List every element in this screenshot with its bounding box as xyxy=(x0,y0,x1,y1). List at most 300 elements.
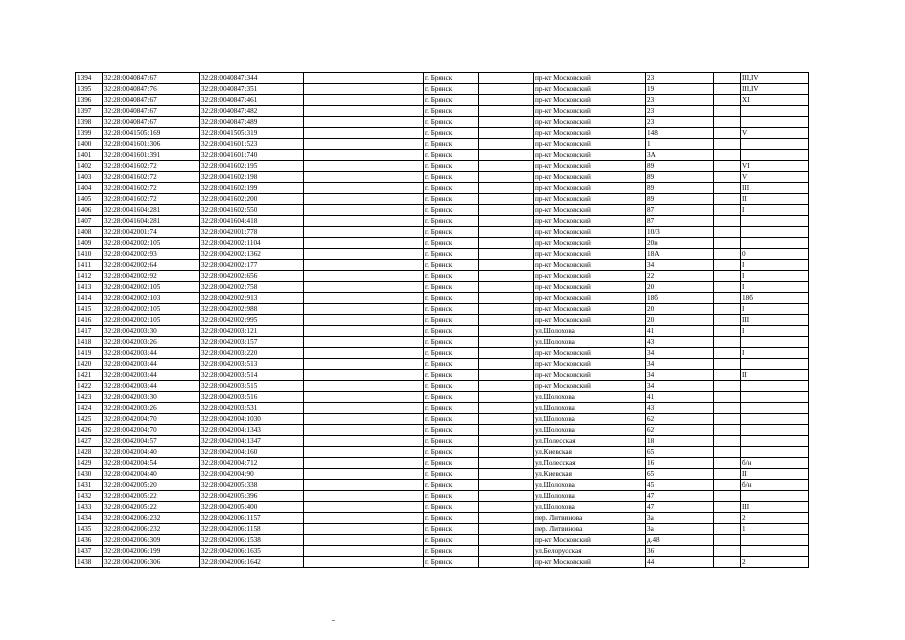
page-mark xyxy=(332,620,335,621)
blank-cell-cell xyxy=(714,227,741,238)
row-number-cell: 1406 xyxy=(76,205,103,216)
row-number-cell: 1426 xyxy=(76,425,103,436)
house-number-cell: 20 xyxy=(646,315,714,326)
blank-cell-cell xyxy=(479,271,534,282)
blank-cell-cell xyxy=(304,491,424,502)
parent-cadastral-number-cell: 32:28:0042002:93 xyxy=(103,249,200,260)
blank-cell-cell xyxy=(714,150,741,161)
cadastral-number-cell: 32:28:0042005:338 xyxy=(200,480,304,491)
premises-cell: III,IV xyxy=(741,73,809,84)
parent-cadastral-number-cell: 32:28:0041602:72 xyxy=(103,183,200,194)
parent-cadastral-number-cell: 32:28:0042005:20 xyxy=(103,480,200,491)
premises-cell: I xyxy=(741,205,809,216)
premises-cell: I xyxy=(741,260,809,271)
table-row xyxy=(76,161,809,172)
city-cell: г. Брянск xyxy=(424,84,479,95)
city-cell: г. Брянск xyxy=(424,161,479,172)
blank-cell-cell xyxy=(714,238,741,249)
street-cell: пр-кт Московский xyxy=(534,139,646,150)
blank-cell-cell xyxy=(304,315,424,326)
blank-cell-cell xyxy=(479,139,534,150)
parent-cadastral-number-cell: 32:28:0042003:30 xyxy=(103,326,200,337)
parent-cadastral-number-cell: 32:28:0041601:306 xyxy=(103,139,200,150)
cadastral-number-cell: 32:28:0040847:489 xyxy=(200,117,304,128)
street-cell: пр-кт Московский xyxy=(534,183,646,194)
house-number-cell: 22 xyxy=(646,271,714,282)
premises-cell xyxy=(741,381,809,392)
parent-cadastral-number-cell: 32:28:0041604:281 xyxy=(103,216,200,227)
blank-cell-cell xyxy=(714,172,741,183)
parent-cadastral-number-cell: 32:28:0042001:74 xyxy=(103,227,200,238)
premises-cell xyxy=(741,491,809,502)
table-row xyxy=(76,304,809,315)
parent-cadastral-number-cell: 32:28:0042002:105 xyxy=(103,282,200,293)
premises-cell xyxy=(741,238,809,249)
premises-cell: II xyxy=(741,194,809,205)
premises-cell: 2 xyxy=(741,557,809,568)
street-cell: ул.Полесская xyxy=(534,458,646,469)
city-cell: г. Брянск xyxy=(424,282,479,293)
cadastral-number-cell: 32:28:0042006:1538 xyxy=(200,535,304,546)
cadastral-number-cell: 32:28:0040847:461 xyxy=(200,95,304,106)
cadastral-number-cell: 32:28:0042001:778 xyxy=(200,227,304,238)
premises-cell: 1 xyxy=(741,524,809,535)
blank-cell-cell xyxy=(304,161,424,172)
blank-cell-cell xyxy=(714,337,741,348)
blank-cell-cell xyxy=(479,381,534,392)
premises-cell xyxy=(741,150,809,161)
table-row xyxy=(76,216,809,227)
blank-cell-cell xyxy=(479,535,534,546)
house-number-cell: 47 xyxy=(646,502,714,513)
cadastral-number-cell: 32:28:0041601:523 xyxy=(200,139,304,150)
row-number-cell: 1396 xyxy=(76,95,103,106)
premises-cell: I xyxy=(741,271,809,282)
table-row xyxy=(76,139,809,150)
house-number-cell: 47 xyxy=(646,491,714,502)
premises-cell xyxy=(741,535,809,546)
blank-cell-cell xyxy=(304,348,424,359)
city-cell: г. Брянск xyxy=(424,502,479,513)
city-cell: г. Брянск xyxy=(424,359,479,370)
cadastral-number-cell: 32:28:0042002:913 xyxy=(200,293,304,304)
premises-cell: б/н xyxy=(741,458,809,469)
cadastral-number-cell: 32:28:0040847:344 xyxy=(200,73,304,84)
row-number-cell: 1403 xyxy=(76,172,103,183)
street-cell: пр-кт Московский xyxy=(534,227,646,238)
street-cell: ул.Белорусская xyxy=(534,546,646,557)
premises-cell xyxy=(741,359,809,370)
house-number-cell: 65 xyxy=(646,469,714,480)
blank-cell-cell xyxy=(479,205,534,216)
blank-cell-cell xyxy=(304,249,424,260)
table-row xyxy=(76,249,809,260)
city-cell: г. Брянск xyxy=(424,293,479,304)
blank-cell-cell xyxy=(714,216,741,227)
parent-cadastral-number-cell: 32:28:0041601:391 xyxy=(103,150,200,161)
premises-cell: II xyxy=(741,370,809,381)
street-cell: пр-кт Московский xyxy=(534,260,646,271)
house-number-cell: 1 xyxy=(646,139,714,150)
blank-cell-cell xyxy=(304,227,424,238)
row-number-cell: 1435 xyxy=(76,524,103,535)
blank-cell-cell xyxy=(479,84,534,95)
city-cell: г. Брянск xyxy=(424,249,479,260)
premises-cell: 18б xyxy=(741,293,809,304)
street-cell: ул.Шолохова xyxy=(534,337,646,348)
blank-cell-cell xyxy=(479,447,534,458)
blank-cell-cell xyxy=(479,370,534,381)
cadastral-number-cell: 32:28:0042005:400 xyxy=(200,502,304,513)
cadastral-number-cell: 32:28:0042002:995 xyxy=(200,315,304,326)
blank-cell-cell xyxy=(479,128,534,139)
house-number-cell: 3А xyxy=(646,150,714,161)
blank-cell-cell xyxy=(714,205,741,216)
row-number-cell: 1417 xyxy=(76,326,103,337)
premises-cell: XI xyxy=(741,95,809,106)
street-cell: пр-кт Московский xyxy=(534,557,646,568)
blank-cell-cell xyxy=(479,403,534,414)
house-number-cell: д.48 xyxy=(646,535,714,546)
blank-cell-cell xyxy=(479,293,534,304)
blank-cell-cell xyxy=(304,260,424,271)
parent-cadastral-number-cell: 32:28:0041602:72 xyxy=(103,194,200,205)
table-row xyxy=(76,557,809,568)
blank-cell-cell xyxy=(714,403,741,414)
blank-cell-cell xyxy=(479,282,534,293)
premises-cell xyxy=(741,414,809,425)
row-number-cell: 1420 xyxy=(76,359,103,370)
blank-cell-cell xyxy=(304,183,424,194)
row-number-cell: 1434 xyxy=(76,513,103,524)
house-number-cell: 20 xyxy=(646,304,714,315)
street-cell: пр-кт Московский xyxy=(534,95,646,106)
premises-cell xyxy=(741,337,809,348)
row-number-cell: 1427 xyxy=(76,436,103,447)
blank-cell-cell xyxy=(304,425,424,436)
premises-cell xyxy=(741,403,809,414)
parent-cadastral-number-cell: 32:28:0042005:22 xyxy=(103,491,200,502)
house-number-cell: 65 xyxy=(646,447,714,458)
house-number-cell: 20 xyxy=(646,282,714,293)
street-cell: ул.Шолохова xyxy=(534,480,646,491)
row-number-cell: 1416 xyxy=(76,315,103,326)
table-row xyxy=(76,84,809,95)
street-cell: пр-кт Московский xyxy=(534,370,646,381)
table-row xyxy=(76,425,809,436)
parent-cadastral-number-cell: 32:28:0042003:44 xyxy=(103,348,200,359)
street-cell: ул.Киевская xyxy=(534,447,646,458)
row-number-cell: 1437 xyxy=(76,546,103,557)
row-number-cell: 1394 xyxy=(76,73,103,84)
premises-cell xyxy=(741,447,809,458)
table-row xyxy=(76,359,809,370)
premises-cell: III xyxy=(741,502,809,513)
blank-cell-cell xyxy=(304,194,424,205)
blank-cell-cell xyxy=(479,238,534,249)
parent-cadastral-number-cell: 32:28:0042004:54 xyxy=(103,458,200,469)
city-cell: г. Брянск xyxy=(424,436,479,447)
parent-cadastral-number-cell: 32:28:0042002:64 xyxy=(103,260,200,271)
city-cell: г. Брянск xyxy=(424,458,479,469)
street-cell: пр-кт Московский xyxy=(534,205,646,216)
table-row xyxy=(76,117,809,128)
blank-cell-cell xyxy=(479,513,534,524)
row-number-cell: 1411 xyxy=(76,260,103,271)
blank-cell-cell xyxy=(714,260,741,271)
table-row xyxy=(76,315,809,326)
blank-cell-cell xyxy=(714,546,741,557)
table-row xyxy=(76,260,809,271)
table-row xyxy=(76,348,809,359)
cadastral-number-cell: 32:28:0042003:220 xyxy=(200,348,304,359)
cadastral-number-cell: 32:28:0042004:1347 xyxy=(200,436,304,447)
cadastral-number-cell: 32:28:0042003:157 xyxy=(200,337,304,348)
city-cell: г. Брянск xyxy=(424,370,479,381)
house-number-cell: 89 xyxy=(646,161,714,172)
blank-cell-cell xyxy=(714,249,741,260)
city-cell: г. Брянск xyxy=(424,348,479,359)
blank-cell-cell xyxy=(714,304,741,315)
row-number-cell: 1423 xyxy=(76,392,103,403)
blank-cell-cell xyxy=(479,227,534,238)
house-number-cell: 10/3 xyxy=(646,227,714,238)
city-cell: г. Брянск xyxy=(424,414,479,425)
house-number-cell: 148 xyxy=(646,128,714,139)
street-cell: пр-кт Московский xyxy=(534,359,646,370)
row-number-cell: 1395 xyxy=(76,84,103,95)
cadastral-number-cell: 32:28:0042002:177 xyxy=(200,260,304,271)
row-number-cell: 1428 xyxy=(76,447,103,458)
premises-cell xyxy=(741,117,809,128)
table-row xyxy=(76,458,809,469)
blank-cell-cell xyxy=(304,172,424,183)
blank-cell-cell xyxy=(479,95,534,106)
cadastral-number-cell: 32:28:0042006:1158 xyxy=(200,524,304,535)
street-cell: ул.Шолохова xyxy=(534,326,646,337)
blank-cell-cell xyxy=(479,161,534,172)
street-cell: пр-кт Московский xyxy=(534,161,646,172)
premises-cell xyxy=(741,216,809,227)
street-cell: пр-кт Московский xyxy=(534,271,646,282)
blank-cell-cell xyxy=(479,150,534,161)
blank-cell-cell xyxy=(714,359,741,370)
premises-cell: I xyxy=(741,282,809,293)
city-cell: г. Брянск xyxy=(424,447,479,458)
row-number-cell: 1421 xyxy=(76,370,103,381)
cadastral-number-cell: 32:28:0041602:200 xyxy=(200,194,304,205)
blank-cell-cell xyxy=(304,117,424,128)
row-number-cell: 1404 xyxy=(76,183,103,194)
cadastral-number-cell: 32:28:0042004:712 xyxy=(200,458,304,469)
blank-cell-cell xyxy=(479,172,534,183)
premises-cell: I xyxy=(741,304,809,315)
street-cell: ул.Киевская xyxy=(534,469,646,480)
blank-cell-cell xyxy=(479,315,534,326)
blank-cell-cell xyxy=(304,128,424,139)
blank-cell-cell xyxy=(479,304,534,315)
parent-cadastral-number-cell: 32:28:0041505:169 xyxy=(103,128,200,139)
city-cell: г. Брянск xyxy=(424,271,479,282)
street-cell: пр-кт Московский xyxy=(534,84,646,95)
row-number-cell: 1413 xyxy=(76,282,103,293)
parent-cadastral-number-cell: 32:28:0042005:22 xyxy=(103,502,200,513)
blank-cell-cell xyxy=(479,216,534,227)
blank-cell-cell xyxy=(714,293,741,304)
cadastral-number-cell: 32:28:0042004:160 xyxy=(200,447,304,458)
house-number-cell: 36 xyxy=(646,546,714,557)
street-cell: пр-кт Московский xyxy=(534,249,646,260)
street-cell: ул.Шолохова xyxy=(534,403,646,414)
cadastral-number-cell: 32:28:0041602:195 xyxy=(200,161,304,172)
house-number-cell: 34 xyxy=(646,260,714,271)
row-number-cell: 1412 xyxy=(76,271,103,282)
house-number-cell: 41 xyxy=(646,326,714,337)
cadastral-number-cell: 32:28:0042003:515 xyxy=(200,381,304,392)
street-cell: пр-кт Московский xyxy=(534,535,646,546)
city-cell: г. Брянск xyxy=(424,73,479,84)
house-number-cell: 87 xyxy=(646,216,714,227)
table-row xyxy=(76,106,809,117)
blank-cell-cell xyxy=(714,139,741,150)
blank-cell-cell xyxy=(304,216,424,227)
table-row xyxy=(76,436,809,447)
blank-cell-cell xyxy=(479,480,534,491)
premises-cell: III xyxy=(741,183,809,194)
blank-cell-cell xyxy=(304,205,424,216)
blank-cell-cell xyxy=(479,73,534,84)
premises-cell: III xyxy=(741,315,809,326)
premises-cell xyxy=(741,227,809,238)
street-cell: ул.Шолохова xyxy=(534,414,646,425)
cadastral-number-cell: 32:28:0042005:396 xyxy=(200,491,304,502)
blank-cell-cell xyxy=(304,447,424,458)
parent-cadastral-number-cell: 32:28:0040847:67 xyxy=(103,106,200,117)
row-number-cell: 1397 xyxy=(76,106,103,117)
city-cell: г. Брянск xyxy=(424,150,479,161)
house-number-cell: 16 xyxy=(646,458,714,469)
cadastral-number-cell: 32:28:0042002:758 xyxy=(200,282,304,293)
street-cell: пр-кт Московский xyxy=(534,304,646,315)
table-row xyxy=(76,447,809,458)
blank-cell-cell xyxy=(304,535,424,546)
parent-cadastral-number-cell: 32:28:0041602:72 xyxy=(103,161,200,172)
house-number-cell: 34 xyxy=(646,359,714,370)
blank-cell-cell xyxy=(479,183,534,194)
premises-cell: V xyxy=(741,128,809,139)
parent-cadastral-number-cell: 32:28:0042004:70 xyxy=(103,414,200,425)
blank-cell-cell xyxy=(479,436,534,447)
house-number-cell: 89 xyxy=(646,194,714,205)
blank-cell-cell xyxy=(304,469,424,480)
parent-cadastral-number-cell: 32:28:0042003:44 xyxy=(103,359,200,370)
city-cell: г. Брянск xyxy=(424,139,479,150)
table-row xyxy=(76,128,809,139)
city-cell: г. Брянск xyxy=(424,557,479,568)
city-cell: г. Брянск xyxy=(424,392,479,403)
parent-cadastral-number-cell: 32:28:0042006:232 xyxy=(103,524,200,535)
street-cell: пер. Литвинова xyxy=(534,513,646,524)
blank-cell-cell xyxy=(304,513,424,524)
row-number-cell: 1430 xyxy=(76,469,103,480)
cadastral-number-cell: 32:28:0042006:1635 xyxy=(200,546,304,557)
blank-cell-cell xyxy=(304,150,424,161)
row-number-cell: 1418 xyxy=(76,337,103,348)
house-number-cell: 62 xyxy=(646,414,714,425)
cadastral-number-cell: 32:28:0042003:121 xyxy=(200,326,304,337)
blank-cell-cell xyxy=(304,392,424,403)
blank-cell-cell xyxy=(479,469,534,480)
row-number-cell: 1400 xyxy=(76,139,103,150)
blank-cell-cell xyxy=(479,425,534,436)
city-cell: г. Брянск xyxy=(424,513,479,524)
blank-cell-cell xyxy=(479,502,534,513)
blank-cell-cell xyxy=(714,271,741,282)
premises-cell: 0 xyxy=(741,249,809,260)
street-cell: пр-кт Московский xyxy=(534,293,646,304)
house-number-cell: 43 xyxy=(646,403,714,414)
row-number-cell: 1415 xyxy=(76,304,103,315)
blank-cell-cell xyxy=(714,95,741,106)
cadastral-number-cell: 32:28:0042003:516 xyxy=(200,392,304,403)
parent-cadastral-number-cell: 32:28:0042004:40 xyxy=(103,447,200,458)
parent-cadastral-number-cell: 32:28:0042002:105 xyxy=(103,304,200,315)
house-number-cell: 18А xyxy=(646,249,714,260)
blank-cell-cell xyxy=(479,491,534,502)
blank-cell-cell xyxy=(714,491,741,502)
blank-cell-cell xyxy=(714,469,741,480)
city-cell: г. Брянск xyxy=(424,216,479,227)
house-number-cell: 3а xyxy=(646,513,714,524)
cadastral-number-cell: 32:28:0041602:550 xyxy=(200,205,304,216)
row-number-cell: 1429 xyxy=(76,458,103,469)
blank-cell-cell xyxy=(304,480,424,491)
house-number-cell: 34 xyxy=(646,348,714,359)
table-row xyxy=(76,73,809,84)
parent-cadastral-number-cell: 32:28:0042002:92 xyxy=(103,271,200,282)
row-number-cell: 1409 xyxy=(76,238,103,249)
row-number-cell: 1431 xyxy=(76,480,103,491)
blank-cell-cell xyxy=(304,458,424,469)
table-row xyxy=(76,513,809,524)
blank-cell-cell xyxy=(304,337,424,348)
parent-cadastral-number-cell: 32:28:0040847:67 xyxy=(103,95,200,106)
row-number-cell: 1399 xyxy=(76,128,103,139)
row-number-cell: 1410 xyxy=(76,249,103,260)
street-cell: ул.Полесская xyxy=(534,436,646,447)
table-row xyxy=(76,337,809,348)
cadastral-number-cell: 32:28:0042002:1104 xyxy=(200,238,304,249)
house-number-cell: 23 xyxy=(646,117,714,128)
cadastral-number-cell: 32:28:0042004:90 xyxy=(200,469,304,480)
house-number-cell: 34 xyxy=(646,381,714,392)
house-number-cell: 34 xyxy=(646,370,714,381)
blank-cell-cell xyxy=(714,282,741,293)
blank-cell-cell xyxy=(304,557,424,568)
row-number-cell: 1398 xyxy=(76,117,103,128)
cadastral-number-cell: 32:28:0042003:514 xyxy=(200,370,304,381)
blank-cell-cell xyxy=(714,370,741,381)
city-cell: г. Брянск xyxy=(424,425,479,436)
blank-cell-cell xyxy=(304,370,424,381)
blank-cell-cell xyxy=(479,458,534,469)
blank-cell-cell xyxy=(479,546,534,557)
street-cell: пр-кт Московский xyxy=(534,150,646,161)
row-number-cell: 1407 xyxy=(76,216,103,227)
blank-cell-cell xyxy=(479,260,534,271)
table-row xyxy=(76,414,809,425)
blank-cell-cell xyxy=(479,106,534,117)
